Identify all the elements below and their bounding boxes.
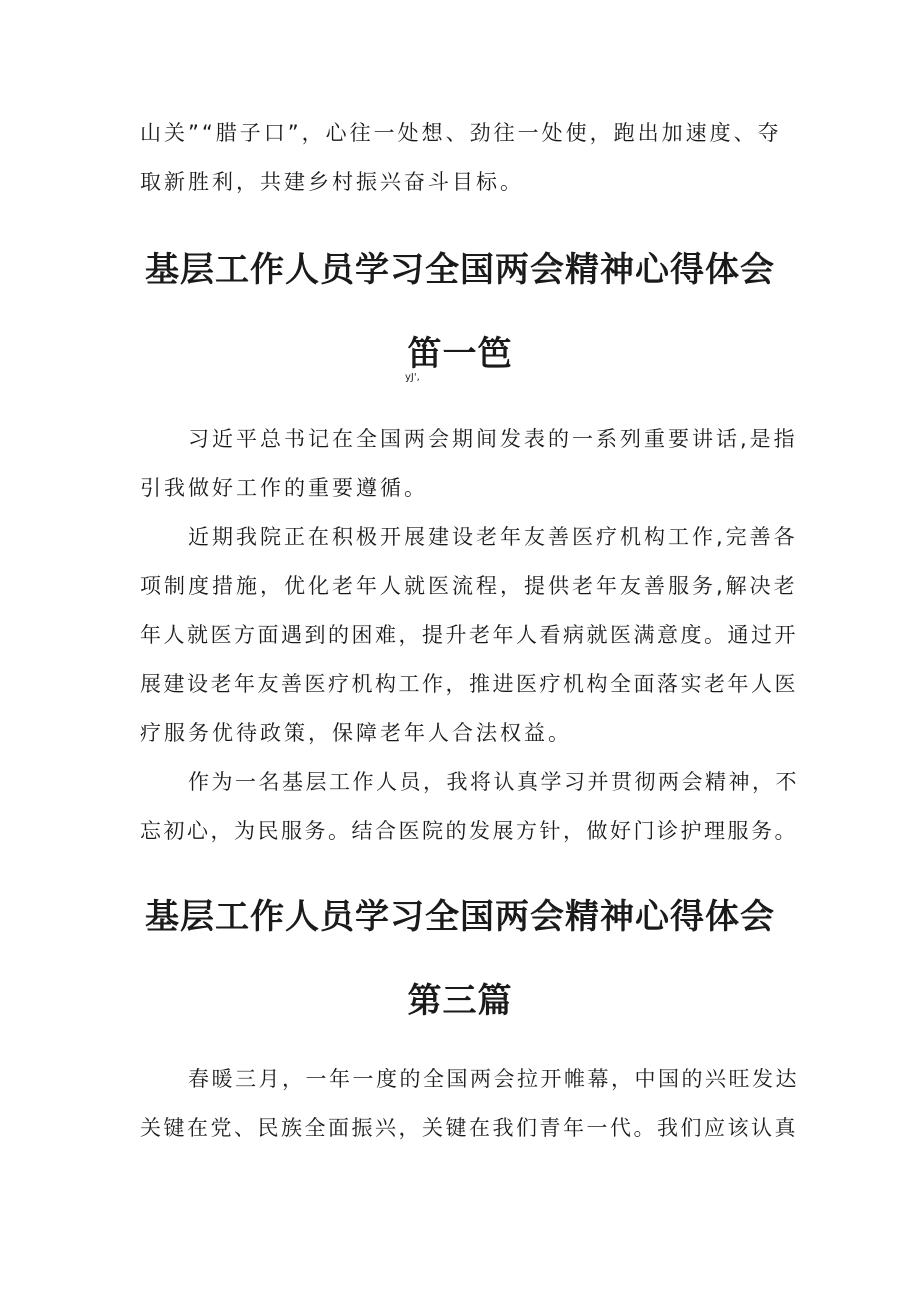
article2-title: 基层工作人员学习全国两会精神心得体会 [145,250,775,290]
article3-subtitle: 第三篇 [407,981,513,1021]
intro-line-2: 取新胜利，共建乡村振兴奋斗目标。 [140,170,524,194]
article3-line-2: 关键在党、民族全面振兴，关键在我们青年一代。我们应该认真 [140,1116,798,1140]
article2-line-3: 近期我院正在积极开展建设老年友善医疗机构工作,完善各 [188,525,798,549]
article2-line-5: 年人就医方面遇到的困难，提升老年人看病就医满意度。通过开 [140,623,798,647]
article2-line-4: 项制度措施，优化老年人就医流程，提供老年友善服务,解决老 [140,574,798,598]
article2-scan-artifact: yJ', [405,372,420,383]
article2-line-6: 展建设老年友善医疗机构工作，推进医疗机构全面落实老年人医 [140,672,798,696]
article2-line-8: 作为一名基层工作人员，我将认真学习并贯彻两会精神，不 [188,770,799,794]
article2-line-2: 引我做好工作的重要遵循。 [140,476,428,500]
intro-line-1: 山关”“腊子口”，心往一处想、劲往一处使，跑出加速度、夺 [140,121,782,145]
article2-line-9: 忘初心，为民服务。结合医院的发展方针，做好门诊护理服务。 [140,819,798,843]
article3-line-1: 春暖三月，一年一度的全国两会拉开帷幕，中国的兴旺发达 [188,1067,799,1091]
article2-line-7: 疗服务优待政策，保障老年人合法权益。 [140,721,572,745]
article3-title: 基层工作人员学习全国两会精神心得体会 [145,897,775,937]
article2-line-1: 习近平总书记在全国两会期间发表的一系列重要讲话,是指 [188,427,798,451]
article2-subtitle: 笛一笆 [407,334,513,374]
